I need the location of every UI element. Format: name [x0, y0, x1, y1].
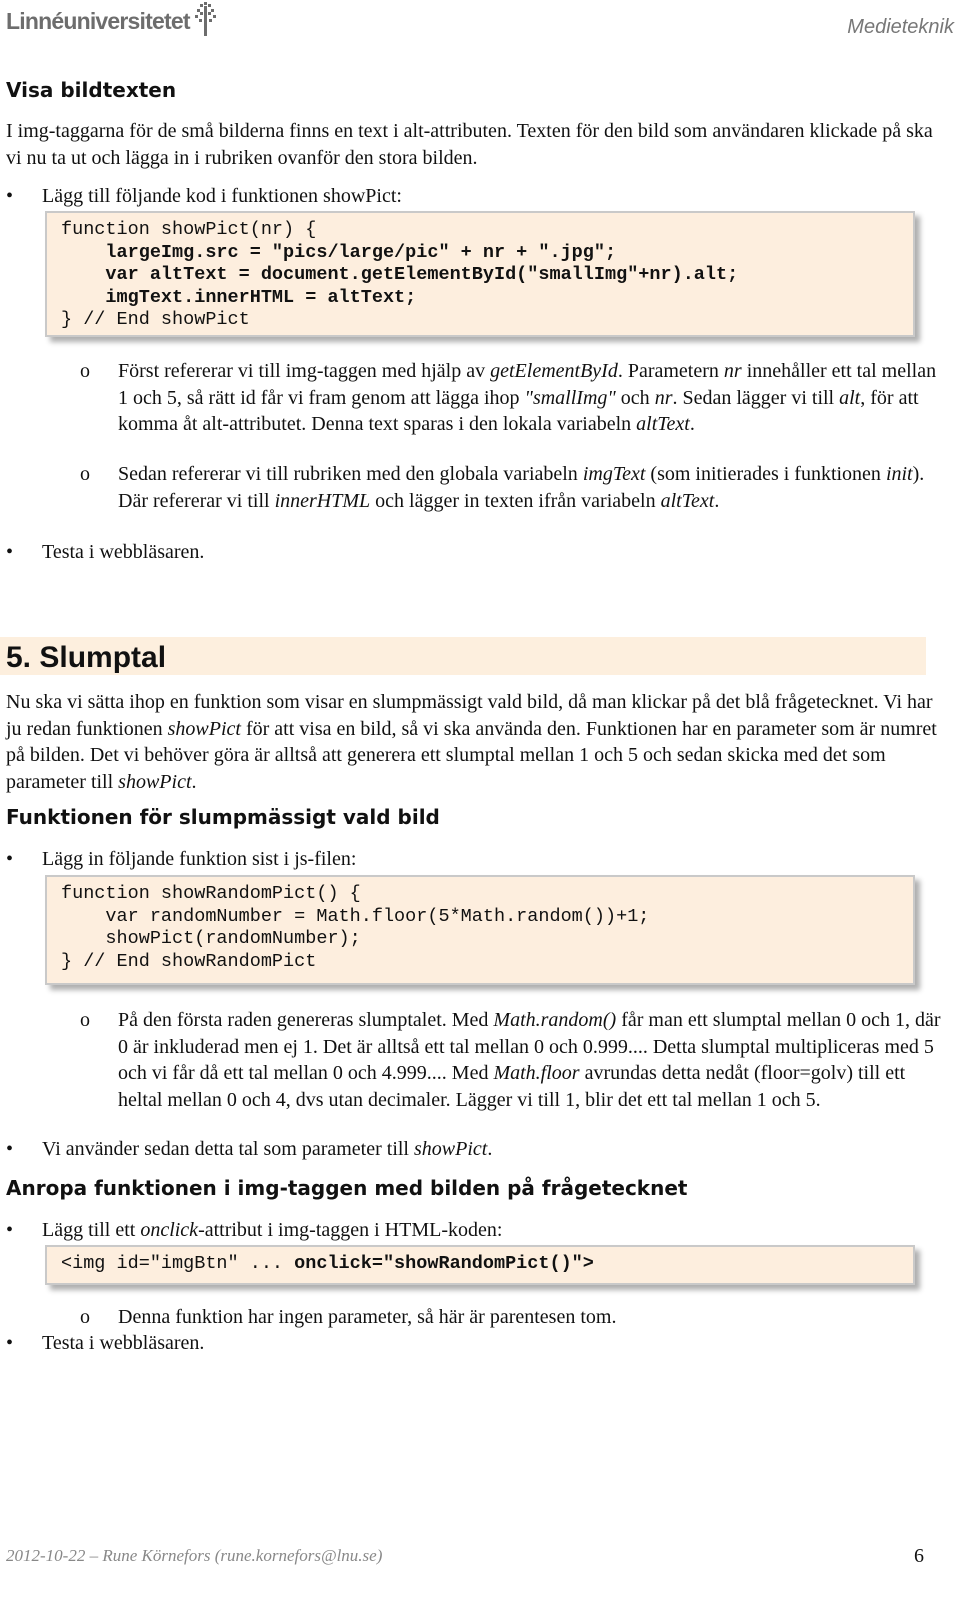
code-line: var altText = document.getElementById("smallImg"+nr).alt;: [61, 264, 739, 285]
sub-list-item-text: På den första raden genereras slumptalet. Med Math.random() får man ett slumptal mellan 0 och 1, där 0 är inkluderad men ej 1. Det är alltså ett tal mellan 0 och 0.999.... Detta slumptal multipliceras med 5 och vi får då ett tal mellan 0 och 4.999.... Med Math.floor avrundas detta nedåt (floor=golv) till ett heltal mellan 0 och 4, dvs utan decimaler. Lägger vi till 1, blir det ett tal mellan 1 och 5.: [118, 1009, 941, 1111]
list-item-text: Testa i webbläsaren.: [42, 541, 205, 563]
sub-bullet-marker: o: [80, 1009, 90, 1031]
sub-list-item-text: Först refererar vi till img-taggen med hjälp av getElementById. Parametern nr innehåller ett tal mellan 1 och 5, så rätt id får vi fram genom att lägga ihop "smallImg" och nr. Sedan lägger vi till alt, för att komma åt alt-attributet. Denna text sparas i den lokala variabeln altText.: [118, 360, 937, 435]
logo-text: Linnéuniversitetet: [6, 8, 190, 34]
code-block-img-tag: [45, 1245, 915, 1285]
bullet-marker: •: [6, 1332, 14, 1354]
bullet-marker: •: [6, 185, 14, 207]
page-number: 6: [914, 1545, 924, 1567]
code-block-showpict: [45, 211, 915, 337]
sub-list-item-text: Denna funktion har ingen parameter, så här är parentesen tom.: [118, 1306, 617, 1328]
footer-author: 2012-10-22 – Rune Körnefors (rune.kornefors@lnu.se): [6, 1546, 383, 1565]
section-title-slumptal: 5. Slumptal: [6, 641, 167, 674]
code-line: showPict(randomNumber);: [61, 928, 361, 949]
bullet-marker: •: [6, 848, 14, 870]
sub-bullet-marker: o: [80, 360, 90, 382]
list-item-text: Lägg in följande funktion sist i js-filen:: [42, 848, 357, 870]
list-item-text: Testa i webbläsaren.: [42, 1332, 205, 1354]
bullet-marker: •: [6, 541, 14, 563]
code-line: } // End showRandomPict: [61, 950, 317, 972]
code-block-showrandompict: [45, 875, 915, 985]
sub-bullet-marker: o: [80, 1306, 90, 1328]
code-text: <img id="imgBtn" ...: [61, 1253, 295, 1274]
code-text: onclick="showRandomPict()">: [294, 1253, 594, 1274]
code-line: imgText.innerHTML = altText;: [61, 286, 417, 308]
logo-tree-icon: [194, 2, 218, 38]
code-line: var randomNumber = Math.floor(5*Math.random())+1;: [61, 905, 650, 927]
code-line: function showRandomPict() {: [61, 883, 361, 904]
code-line: function showPict(nr) {: [61, 219, 317, 240]
section-heading-visa-bildtexten: Visa bildtexten: [6, 78, 177, 102]
code-line: largeImg.src = "pics/large/pic" + nr + ".jpg";: [61, 241, 617, 263]
header-course: Medieteknik: [847, 16, 954, 38]
sub-bullet-marker: o: [80, 463, 90, 485]
section-heading-anropa: Anropa funktionen i img-taggen med bilden på frågetecknet: [6, 1176, 688, 1200]
code-line: } // End showPict: [61, 309, 250, 330]
bullet-marker: •: [6, 1219, 14, 1241]
intro-paragraph: I img-taggarna för de små bilderna finns en text i alt-attributen. Texten för den bild som användaren klickade på ska vi nu ta ut och lägga in i rubriken ovanför den stora bilden.: [6, 120, 933, 169]
section-heading-funktionen: Funktionen för slumpmässigt vald bild: [6, 805, 440, 829]
intro-paragraph: Nu ska vi sätta ihop en funktion som visar en slumpmässigt vald bild, då man klickar på det blå frågetecknet. Vi har ju redan funktionen showPict för att visa en bild, så vi ska använda den. Funktionen har en parameter som är numret på bilden. Det vi behöver göra är alltså att generera ett slumptal mellan 1 och 5 och sedan skicka med det som parameter till showPict.: [6, 691, 937, 793]
list-item-text: Vi använder sedan detta tal som parameter till showPict.: [42, 1138, 493, 1160]
logo: [6, 6, 218, 40]
list-item-text: Lägg till följande kod i funktionen showPict:: [42, 185, 402, 207]
sub-list-item-text: Sedan refererar vi till rubriken med den globala variabeln imgText (som initierades i funktionen init). Där refererar vi till innerHTML och lägger in texten ifrån variabeln altText.: [118, 463, 925, 512]
list-item-text: Lägg till ett onclick-attribut i img-taggen i HTML-koden:: [42, 1219, 503, 1241]
bullet-marker: •: [6, 1138, 14, 1160]
